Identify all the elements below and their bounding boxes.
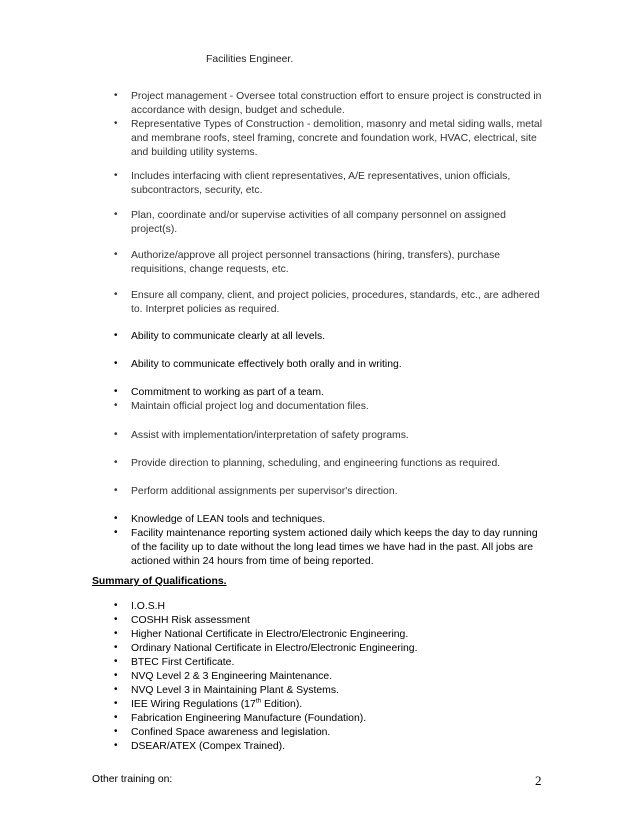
qualification-item: NVQ Level 2 & 3 Engineering Maintenance. [131, 671, 333, 682]
list-item: • [114, 485, 118, 496]
list-item-line: and building utility systems. [131, 147, 258, 158]
list-item: • [114, 628, 118, 639]
qualification-item: DSEAR/ATEX (Compex Trained). [131, 741, 285, 752]
list-item: • [114, 527, 118, 538]
ordinal-suffix: th [255, 697, 262, 705]
list-item-line: Perform additional assignments per supervisor's direction. [131, 486, 398, 497]
list-item-line: actioned within 24 hours from time of being reported. [131, 556, 374, 567]
list-item: • [114, 712, 118, 723]
list-item-line: Maintain official project log and documentation files. [131, 401, 369, 412]
summary-heading: Summary of Qualifications. [92, 576, 227, 587]
list-item-line: Includes interfacing with client representatives, A/E representatives, union officials, [131, 171, 511, 182]
qualification-item: BTEC First Certificate. [131, 657, 235, 668]
list-item: • [114, 358, 118, 369]
list-item: • [114, 429, 118, 440]
list-item-line: Ability to communicate clearly at all levels. [131, 331, 326, 342]
list-item: • [114, 698, 118, 709]
list-item: • [114, 170, 118, 181]
list-item-line: Plan, coordinate and/or supervise activities of all company personnel on assigned [131, 210, 506, 221]
qualification-item: NVQ Level 3 in Maintaining Plant & Systems. [131, 685, 339, 696]
list-item: • [114, 656, 118, 667]
job-title: Facilities Engineer. [206, 54, 294, 65]
list-item-line: and membrane roofs, steel framing, concrete and foundation work, HVAC, electrical, site [131, 133, 537, 144]
list-item: • [114, 670, 118, 681]
list-item-line: accordance with design, budget and schedule. [131, 105, 345, 116]
list-item: • [114, 513, 118, 524]
list-item: • [114, 726, 118, 737]
qualification-item: Confined Space awareness and legislation. [131, 727, 331, 738]
list-item-line: subcontractors, security, etc. [131, 185, 263, 196]
list-item-line: to. Interpret policies as required. [131, 304, 280, 315]
list-item: • [114, 249, 118, 260]
other-training-label: Other training on: [92, 774, 173, 785]
iee-text-start: IEE Wiring Regulations (17 [131, 699, 256, 710]
iee-text-end: Edition). [261, 699, 303, 710]
list-item: • [114, 209, 118, 220]
qualification-item: COSHH Risk assessment [131, 615, 250, 626]
list-item: • [114, 457, 118, 468]
list-item-line: project(s). [131, 224, 178, 235]
list-item: • [114, 386, 118, 397]
list-item-line: Ensure all company, client, and project policies, procedures, standards, etc., are adhered [131, 290, 540, 301]
qualification-item: Higher National Certificate in Electro/Electronic Engineering. [131, 629, 409, 640]
list-item-line: Commitment to working as part of a team. [131, 387, 324, 398]
list-item: • [114, 642, 118, 653]
list-item: • [114, 289, 118, 300]
list-item: • [114, 740, 118, 751]
list-item-line: Representative Types of Construction - demolition, masonry and metal siding walls, metal [131, 119, 543, 130]
list-item: • [114, 330, 118, 341]
qualification-item: Fabrication Engineering Manufacture (Foundation). [131, 713, 367, 724]
list-item: • [114, 614, 118, 625]
list-item-line: Ability to communicate effectively both orally and in writing. [131, 359, 402, 370]
list-item: • [114, 90, 118, 101]
list-item-line: Facility maintenance reporting system actioned daily which keeps the day to day running [131, 528, 538, 539]
list-item-line: Assist with implementation/interpretation of safety programs. [131, 430, 409, 441]
list-item-line: Authorize/approve all project personnel transactions (hiring, transfers), purchase [131, 250, 501, 261]
list-item-line: of the facility up to date without the long lead times we have had in the past. All jobs are [131, 542, 534, 553]
qualification-item: Ordinary National Certificate in Electro/Electronic Engineering. [131, 643, 418, 654]
list-item: • [114, 118, 118, 129]
qualification-item-iee [131, 698, 302, 712]
list-item: • [114, 600, 118, 611]
list-item-line: Knowledge of LEAN tools and techniques. [131, 514, 326, 525]
qualification-item: I.O.S.H [131, 601, 166, 612]
list-item-line: Provide direction to planning, scheduling, and engineering functions as required. [131, 458, 501, 469]
list-item: • [114, 400, 118, 411]
list-item-line: requisitions, change requests, etc. [131, 264, 289, 275]
list-item: • [114, 684, 118, 695]
page-number: 2 [535, 773, 542, 788]
list-item-line: Project management - Oversee total construction effort to ensure project is constructed in [131, 91, 542, 102]
